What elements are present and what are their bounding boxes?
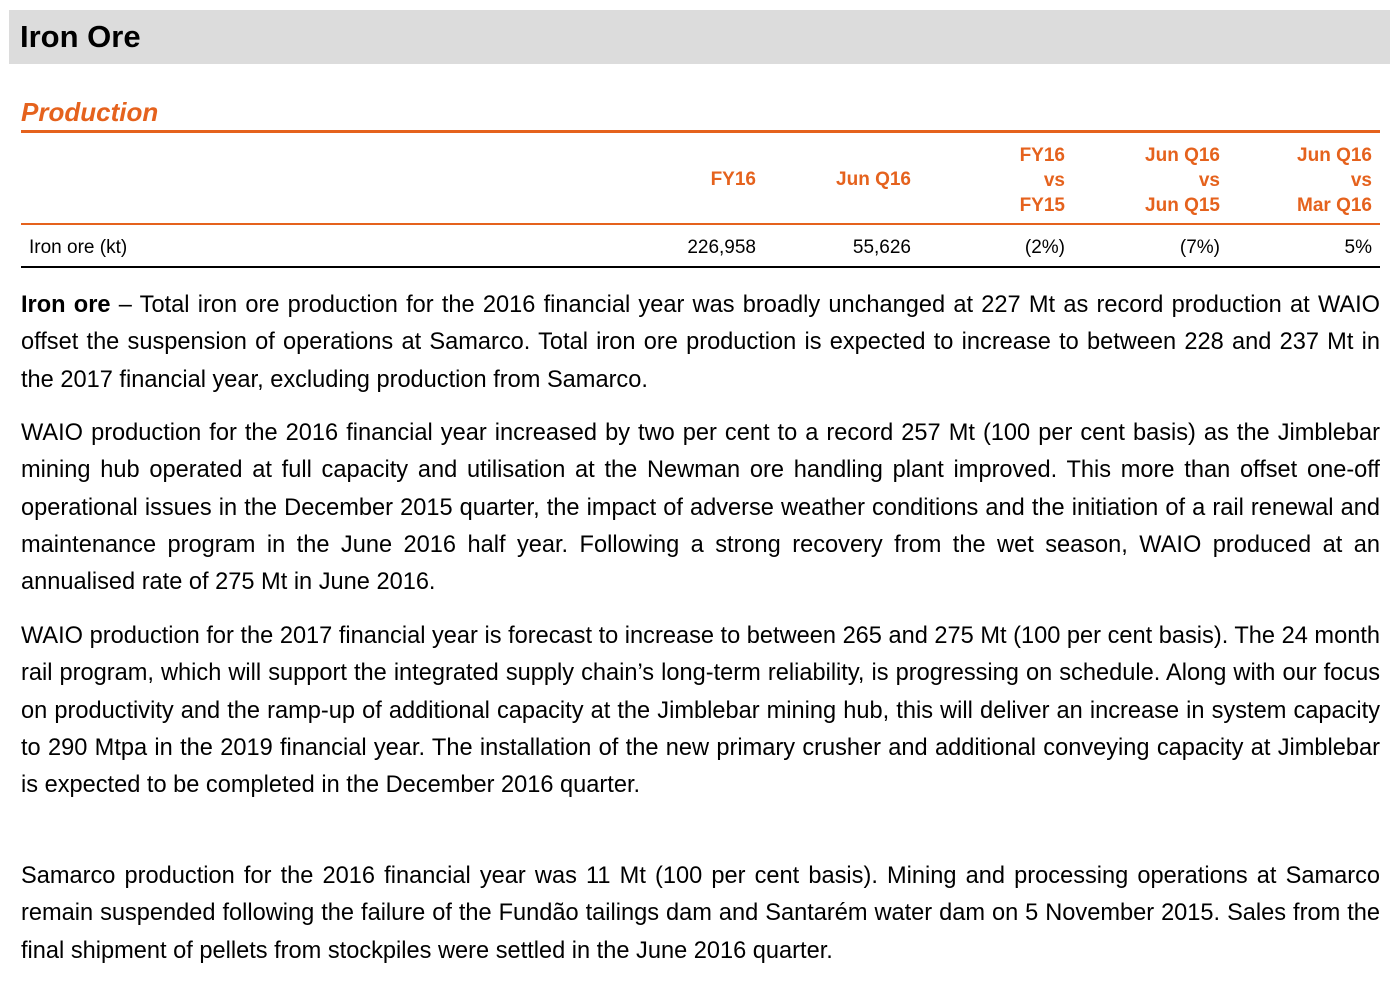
- paragraph-samarco: Samarco production for the 2016 financial year was 11 Mt (100 per cent basis). Mining and processing operations at Samarco remain suspended following the failure of the Fundão tailings dam and Santarém water dam on 5 November 2015. Sales from the final shipment of pellets from stockpiles were settled in the June 2016 quarter.: [21, 863, 1380, 964]
- table-top-rule: [21, 130, 1380, 133]
- column-header-fy16-vs-fy15: FY16 vs FY15: [1019, 145, 1065, 216]
- paragraph-iron-ore: Iron ore – Total iron ore production for the 2016 financial year was broadly unchanged at 227 Mt as record production at WAIO offset the suspension of operations at Samarco. Total iron ore production is expected to increase to between 228 and 237 Mt in the 2017 financial year, excluding production from Samarco.: [21, 292, 1380, 393]
- page-title: Iron Ore: [20, 19, 141, 54]
- title-bar: [9, 10, 1390, 64]
- table-cell: (2%): [1024, 237, 1065, 258]
- paragraph-waio-fy17: WAIO production for the 2017 financial year is forecast to increase to between 265 and 275 Mt (100 per cent basis). The 24 month rail program, which will support the integrated supply chain’s long-term reliability, is progressing on schedule. Along with our focus on productivity and the ramp-up of additional capacity at the Jimblebar mining hub, this will deliver an increase in system capacity to 290 Mtpa in the 2019 financial year. The installation of the new primary crusher and additional conveying capacity at Jimblebar is expected to be completed in the December 2016 quarter.: [21, 623, 1380, 799]
- paragraph-waio-fy16: WAIO production for the 2016 financial year increased by two per cent to a record 257 Mt (100 per cent basis) as the Jimblebar mining hub operated at full capacity and utilisation at the Newman ore handling plant improved. This more than offset one-off operational issues in the December 2015 quarter, the impact of adverse weather conditions and the initiation of a rail renewal and maintenance program in the June 2016 half year. Following a strong recovery from the wet season, WAIO produced at an annualised rate of 275 Mt in June 2016.: [21, 420, 1380, 596]
- section-heading: Production: [21, 97, 159, 127]
- column-header-fy16: FY16: [710, 169, 756, 190]
- table-bottom-rule: [21, 266, 1380, 268]
- table-cell: (7%): [1179, 237, 1220, 258]
- table-cell: 55,626: [852, 237, 911, 258]
- column-header-jun-q16-vs-mar-q16: Jun Q16 vs Mar Q16: [1297, 145, 1372, 216]
- column-header-jun-q16: Jun Q16: [836, 169, 911, 190]
- row-label: Iron ore (kt): [29, 237, 128, 258]
- column-header-jun-q16-vs-jun-q15: Jun Q16 vs Jun Q15: [1145, 145, 1220, 216]
- paragraph-lead: Iron ore: [21, 292, 111, 318]
- table-cell: 5%: [1344, 237, 1372, 258]
- table-header-rule: [21, 223, 1380, 225]
- table-cell: 226,958: [687, 237, 756, 258]
